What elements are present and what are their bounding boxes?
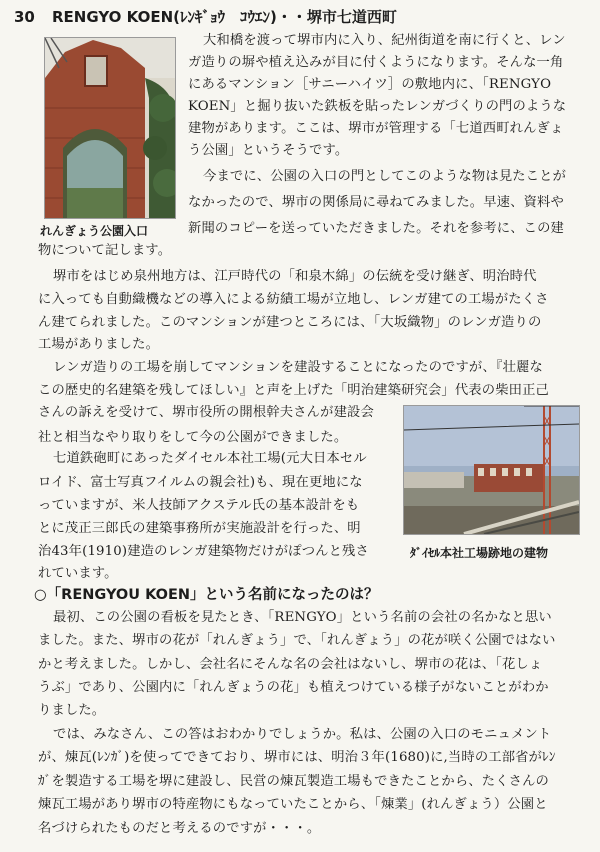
text-line: にあるマンション［サニーハイツ］の敷地内に、「RENGYO [188, 77, 552, 92]
text-line: 今までに、公園の入口の門としてこのような物は見たことが [203, 169, 567, 184]
text-line: ガ造りの塀や植え込みが目に付くようになります。そんな一角 [188, 55, 564, 70]
text-line: が、煉瓦(ﾚﾝｶﾞ)を使ってできており、堺市には、明治３年(1680)に,当時の工部省がﾚﾝ [38, 750, 556, 765]
page-header [14, 6, 397, 27]
page-title: RENGYO KOEN(ﾚﾝｷﾞｮｳ ｺｳｴﾝ)・・堺市七道西町 [52, 8, 397, 26]
text-line: この歴史的名建築を残してほしい』と声を上げた「明治建築研究会」代表の柴田正己 [38, 383, 549, 398]
factory-photo-caption: ﾀﾞｲｾﾙ本社工場跡地の建物 [410, 546, 549, 560]
text-line: 新聞のコピーを送っていただきました。それを参考に、この建 [188, 221, 564, 236]
text-line: りました。 [38, 703, 106, 718]
text-line: 社と相当なやり取りをして今の公園ができました。 [38, 430, 348, 445]
text-line: かと考えました。しかし、会社名にそんな名の会社はないし、堺市の花は、「花しょ [38, 657, 543, 672]
text-line: ました。また、堺市の花が「れんぎょう」で、「れんぎょう」の花が咲く公園ではない [38, 633, 556, 648]
text-line: レンガ造りの工場を崩してマンションを建設することになったのですが、『壮麗な [53, 360, 543, 375]
text-line: っていますが、米人技師アクステル氏の基本設計をも [38, 498, 360, 513]
text-line: 堺市をはじめ泉州地方は、江戸時代の「和泉木綿」の伝統を受け継ぎ、明治時代 [53, 269, 537, 284]
text-line: 工場がありました。 [38, 337, 160, 352]
text-line: 煉瓦工場があり堺市の特産物にもなっていたことから、「煉業」(れんぎょう）公園と [38, 797, 548, 812]
text-line: れています。 [38, 566, 118, 581]
text-line: に入っても自動織機などの導入による紡績工場が立地し、レンガ建ての工場がたくさ [38, 292, 549, 307]
text-line: ｶﾞを製造する工場を堺に建設し、民営の煉瓦製造工場もできたことから、たくさんの [38, 774, 549, 789]
text-line: うぶ」であり、公園内に「れんぎょうの花」も植えつけている様子がないことがわか [38, 680, 549, 695]
text-line: 物について記します。 [38, 243, 172, 258]
text-line: 建物があります。ここは、堺市が管理する「七道西町れんぎょ [188, 121, 564, 136]
text-line: では、みなさん、この答はおわかりでしょうか。私は、公園の入口のモニュメント [53, 727, 552, 742]
text-line: さんの訴えを受けて、堺市役所の開根幹夫さんが建設会 [38, 405, 374, 420]
section-heading: ○「RENGYOU KOEN」という名前になったのは？ [34, 587, 379, 603]
text-line: とに茂正三郎氏の建築事務所が実施設計を行った、明 [38, 521, 361, 536]
text-line: 七道鉄砲町にあったダイセル本社工場(元大日本セル [53, 451, 367, 466]
gate-photo [44, 37, 176, 219]
text-line: 名づけられたものだと考えるのですが・・・。 [38, 821, 321, 836]
text-line: う公園」というそうです。 [188, 143, 349, 158]
text-line: KOEN」と掘り抜いた鉄板を貼ったレンガづくりの門のような [188, 99, 567, 114]
gate-photo-caption: れんぎょう公園入口 [40, 224, 149, 238]
text-line: 最初、この公園の看板を見たとき、「RENGYO」という名前の会社の名かなと思い [53, 610, 552, 625]
page-number: 30 [14, 8, 35, 26]
text-line: ロイド、富士写真フイルムの親会社)も、現在更地にな [38, 475, 363, 490]
factory-photo [403, 405, 580, 535]
text-line: ん建てられました。このマンションが建つところには、「大坂織物」のレンガ造りの [38, 315, 542, 330]
text-line: 治43年(1910)建造のレンガ建築物だけがぽつんと残さ [38, 544, 369, 559]
text-line: 大和橋を渡って堺市内に入り、紀州街道を南に行くと、レン [203, 33, 566, 48]
text-line: なかったので、堺市の関係局に尋ねてみました。早速、資料や [188, 195, 564, 210]
